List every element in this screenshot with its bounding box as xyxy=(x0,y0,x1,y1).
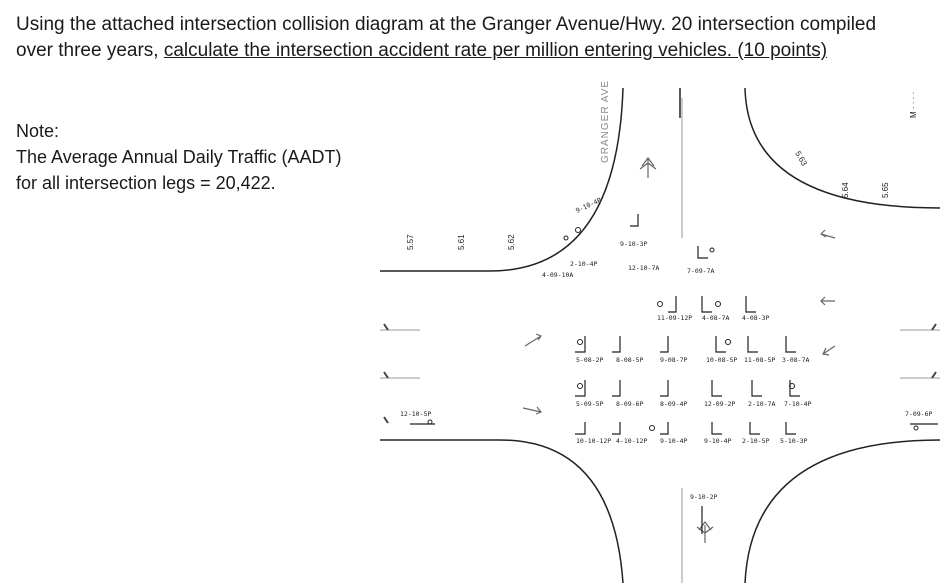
question-task: calculate the intersection accident rate per million entering vehicles. (10 points) xyxy=(163,40,828,61)
collision-label: 7-10-4P xyxy=(784,400,812,408)
note-body: The Average Annual Daily Traffic (AADT) for all intersection legs = 20,422. xyxy=(16,147,342,193)
milepost-label: 5.64 xyxy=(841,182,850,198)
collision-label: 7-09-7A xyxy=(687,267,715,275)
collision-label: 3-08-7A xyxy=(782,356,810,364)
collision-label: 4-08-3P xyxy=(742,314,770,322)
arrow-icon xyxy=(823,346,835,355)
collision-label: 9-10-4P xyxy=(574,195,603,215)
collision-label: 4-08-7A xyxy=(702,314,730,322)
collision-label: 8-08-5P xyxy=(616,356,644,364)
arrow-icon xyxy=(525,334,541,346)
collision-label: 2-10-5P xyxy=(742,437,770,445)
question-text xyxy=(16,12,916,64)
note-block xyxy=(16,118,346,196)
street-name-label: GRANGER AVE xyxy=(600,79,611,163)
milepost-label: 5.57 xyxy=(406,234,415,250)
collision-label: 9-08-7P xyxy=(660,356,688,364)
collision-label: 11-09-12P xyxy=(657,314,693,322)
collision-label: 4-09-10A xyxy=(542,271,574,279)
collision-label: 2-10-4P xyxy=(570,260,598,268)
arrow-icon xyxy=(821,230,835,238)
collision-label: 12-09-2P xyxy=(704,400,736,408)
milepost-label: 5.62 xyxy=(507,234,516,250)
pavement-arrows xyxy=(523,158,835,543)
collision-label: 8-09-4P xyxy=(660,400,688,408)
collision-label: 10-10-12P xyxy=(576,437,612,445)
arrow-icon xyxy=(640,158,656,178)
collision-label: 5-09-5P xyxy=(576,400,604,408)
collision-label: 5-10-3P xyxy=(780,437,808,445)
collision-label: 12-10-5P xyxy=(400,410,432,418)
collision-symbols xyxy=(410,214,938,534)
collision-label: 7-09-6P xyxy=(905,410,933,418)
collision-label: 8-09-6P xyxy=(616,400,644,408)
road-edges xyxy=(380,88,940,583)
collision-diagram xyxy=(380,78,940,583)
collision-label: 9-10-4P xyxy=(660,437,688,445)
question-intro: Using the attached intersection collision diagram at the Granger Avenue/Hwy. 20 intersection compiled over three years, xyxy=(16,14,877,61)
milepost-label: 5.65 xyxy=(881,182,890,198)
collision-label: 11-08-5P xyxy=(744,356,776,364)
milepost-label: 5.61 xyxy=(457,234,466,250)
note-heading: Note: xyxy=(16,121,60,141)
collision-labels xyxy=(400,196,932,501)
lane-markings xyxy=(380,98,940,583)
collision-label: 9-10-4P xyxy=(704,437,732,445)
collision-label: 2-10-7A xyxy=(748,400,776,408)
collision-label: 9-10-2P xyxy=(690,493,718,501)
collision-label: 10-08-5P xyxy=(706,356,738,364)
arrow-icon xyxy=(697,522,713,543)
collision-label: 5-08-2P xyxy=(576,356,604,364)
collision-label: 12-10-7A xyxy=(628,264,660,272)
lane-edge-ticks xyxy=(384,324,936,423)
collision-label: 4-10-12P xyxy=(616,437,648,445)
collision-label: 9-10-3P xyxy=(620,240,648,248)
milepost-label: 5.63 xyxy=(793,149,809,168)
arrow-icon xyxy=(821,297,835,305)
edge-text-fragment: M · · · · xyxy=(909,91,918,118)
arrow-icon xyxy=(523,407,541,414)
